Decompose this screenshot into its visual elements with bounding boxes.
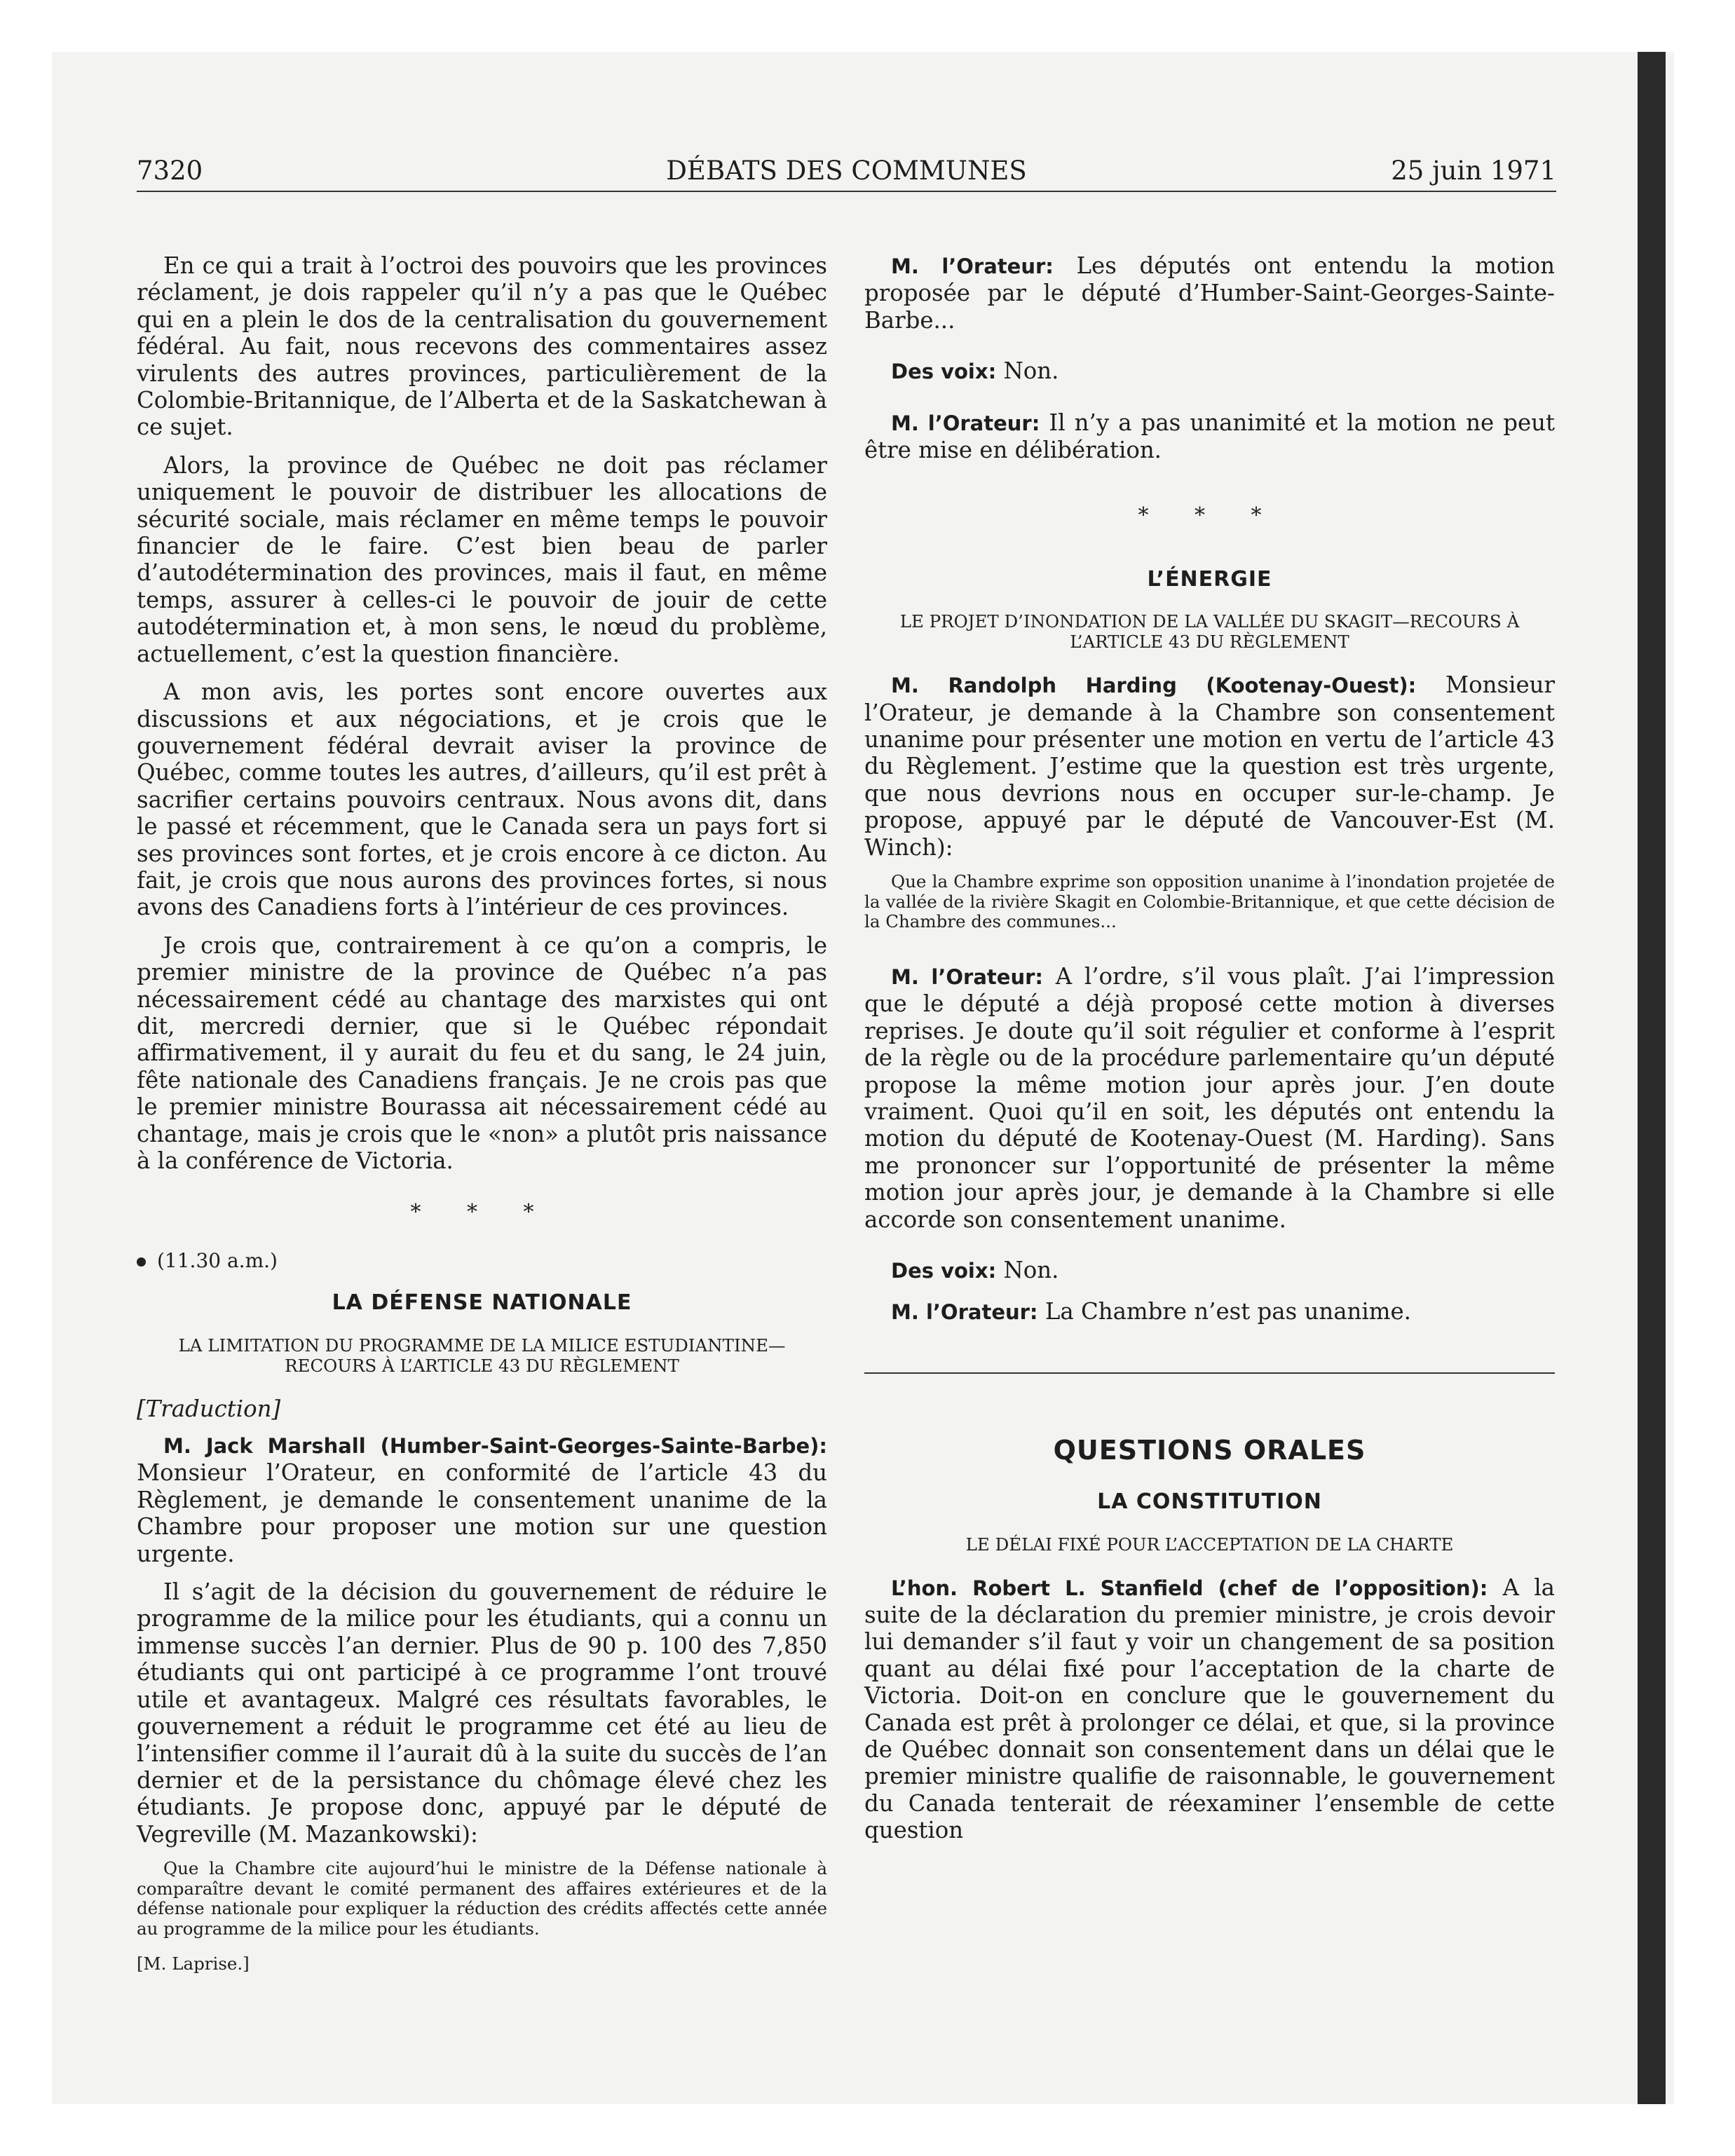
page-number: 7320 (137, 156, 203, 186)
speaker-name: M. l’Orateur: (891, 964, 1043, 989)
speaker-name: M. l’Orateur: (891, 1300, 1038, 1325)
speaker-name: M. l’Orateur: (891, 411, 1040, 435)
left-column (137, 252, 827, 1977)
section-subhead: LA LIMITATION DU PROGRAMME DE LA MILICE ESTUDIANTINE—RECOURS À L’ARTICLE 43 DU RÈGLEMENT (178, 1335, 786, 1376)
paragraph: A mon avis, les portes sont encore ouvertes aux discussions et aux négociations, et je crois que le gouvernement fédéral devrait aviser la province de Québec, comme toutes les autres, d’ailleurs, qu’il est prêt à sacrifier certains pouvoirs centraux. Nous avons dit, dans le passé et récemment, que le Canada sera un pays fort si ses provinces sont fortes, et je crois encore à ce dicton. Au fait, je crois que nous aurons des provinces fortes, si nous avons des Canadiens forts à l’intérieur de ces provinces. (137, 678, 827, 921)
speech-paragraph (864, 252, 1555, 334)
speaker-name: M. Randolph Harding (Kootenay-Ouest): (891, 674, 1417, 698)
scan-edge-bar (1638, 52, 1666, 2104)
page-header (137, 156, 1556, 192)
speech-text: La Chambre n’est pas unanime. (1037, 1298, 1411, 1325)
speaker-name: M. Jack Marshall (Humber-Saint-Georges-Sainte-Barbe): (163, 1434, 827, 1459)
motion-quote: Que la Chambre exprime son opposition unanime à l’inondation projetée de la vallée de la rivière Skagit en Colombie-Britannique, et que cette décision de la Chambre des communes... (864, 871, 1555, 932)
speech-paragraph (864, 409, 1555, 464)
speech-text: Non. (996, 357, 1059, 385)
speech-text: A l’ordre, s’il vous plaît. J’ai l’impression que le député a déjà proposé cette motion à diverses reprises. Je doute qu’il soit régulier et conforme à l’esprit de la règle ou de la procédure parlementaire qu’un député propose la même motion jour après jour. J’en doute vraiment. Quoi qu’il en soit, les députés ont entendu la motion du député de Kootenay-Ouest (M. Harding). Sans me prononcer sur l’opportunité de présenter la même motion jour après jour, je demande à la Chambre si elle accorde son consentement unanime. (864, 962, 1555, 1233)
section-subhead: LE PROJET D’INONDATION DE LA VALLÉE DU SKAGIT—RECOURS À L’ARTICLE 43 DU RÈGLEMENT (899, 611, 1520, 653)
section-separator: * * * (1138, 503, 1281, 528)
speaker-name: L’hon. Robert L. Stanfield (chef de l’opposition): (891, 1576, 1488, 1600)
section-divider (864, 1372, 1555, 1374)
speech-paragraph (864, 671, 1555, 861)
right-column (864, 252, 1555, 1855)
page-date: 25 juin 1971 (1391, 156, 1556, 186)
paragraph: Je crois que, contrairement à ce qu’on a compris, le premier ministre de la province de Québec n’a pas nécessairement cédé au chantage des marxistes qui ont dit, mercredi dernier, que si le Québec répondait affirmativement, il y aurait du feu et du sang, le 24 juin, fête nationale des Canadiens français. Je ne crois pas que le premier ministre Bourassa ait nécessairement cédé au chantage, mais je crois que le «non» a plutôt pris naissance à la conférence de Victoria. (137, 932, 827, 1174)
section-subhead: LE DÉLAI FIXÉ POUR L’ACCEPTATION DE LA CHARTE (965, 1534, 1454, 1555)
speech-paragraph (864, 963, 1555, 1233)
bullet-icon (137, 1257, 146, 1267)
speech-text: Non. (996, 1256, 1059, 1283)
section-title: LA DÉFENSE NATIONALE (332, 1290, 632, 1316)
motion-quote: Que la Chambre cite aujourd’hui le ministre de la Défense nationale à comparaître devant le comité permanent des affaires extérieures et de la défense nationale pour expliquer la réduction des crédits affectés cette année au programme de la milice pour les étudiants. (137, 1858, 827, 1939)
speech-text: Il n’y a pas unanimité et la motion ne peut être mise en délibération. (864, 409, 1555, 464)
speech-text: Les députés ont entendu la motion proposée par le député d’Humber-Saint-Georges-Sainte-Barbe... (864, 252, 1555, 334)
chapter-title: QUESTIONS ORALES (1053, 1434, 1366, 1466)
speech-text: Monsieur l’Orateur, je demande à la Chambre son consentement unanime pour présenter une motion en vertu de l’article 43 du Règlement. J’estime que la question est très urgente, que nous devrions nous en occuper sur-le-champ. Je propose, appuyé par le député de Vancouver-Est (M. Winch): (864, 671, 1555, 861)
time-label: (11.30 a.m.) (157, 1248, 278, 1272)
paragraph: Il s’agit de la décision du gouvernement de réduire le programme de la milice pour les étudiants, qui a connu un immense succès l’an dernier. Plus de 90 p. 100 des 7,850 étudiants qui ont participé à ce programme l’ont trouvé utile et avantageux. Malgré ces résultats favorables, le gouvernement a réduit le programme cet été au lieu de l’intensifier comme il l’aurait dû à la suite du succès de l’an dernier et de la persistance du chômage élevé chez les étudiants. Je propose donc, appuyé par le député de Vegreville (M. Mazankowski): (137, 1578, 827, 1848)
section-title: L’ÉNERGIE (1147, 566, 1272, 592)
translation-note: [Traduction] (137, 1395, 281, 1422)
running-title: DÉBATS DES COMMUNES (666, 156, 1027, 186)
speaker-name: Des voix: (891, 1258, 997, 1283)
section-title: LA CONSTITUTION (1097, 1489, 1322, 1515)
speech-paragraph (864, 357, 1555, 385)
speech-paragraph (864, 1298, 1555, 1325)
paragraph: En ce qui a trait à l’octroi des pouvoirs que les provinces réclament, je dois rappeler qu’il n’y a pas que le Québec qui en a plein le dos de la centralisation du gouvernement fédéral. Au fait, nous recevons des commentaires assez virulents des autres provinces, particulièrement de la Colombie-Britannique, de l’Alberta et de la Saskatchewan à ce sujet. (137, 252, 827, 441)
paragraph: Alors, la province de Québec ne doit pas réclamer uniquement le pouvoir de distribuer les allocations de sécurité sociale, mais réclamer en même temps le pouvoir financier de le faire. C’est bien beau de parler d’autodétermination des provinces, mais il faut, en même temps, assurer à celles-ci le pouvoir de jouir de cette autodétermination et, à mon sens, le nœud du problème, actuellement, c’est la question financière. (137, 451, 827, 667)
section-separator: * * * (410, 1200, 554, 1225)
speech-text: A la suite de la déclaration du premier ministre, je crois devoir lui demander s’il faut y voir un changement de sa position quant au délai fixé pour l’acceptation de la charte de Victoria. Doit-on en conclure que le gouvernement du Canada est prêt à prolonger ce délai, et que, si la province de Québec donnait son consentement dans un délai que le premier ministre qualifie de raisonnable, le gouvernement du Canada tenterait de réexaminer l’ensemble de cette question (864, 1574, 1555, 1844)
speech-text: Monsieur l’Orateur, en conformité de l’article 43 du Règlement, je demande le consentement unanime de la Chambre pour proposer une motion sur une question urgente. (137, 1459, 827, 1567)
speech-paragraph (137, 1432, 827, 1567)
speaker-name: M. l’Orateur: (891, 254, 1054, 278)
timestamp (137, 1248, 827, 1274)
speaker-name: Des voix: (891, 360, 997, 384)
speech-paragraph (864, 1257, 1555, 1284)
signature: [M. Laprise.] (137, 1953, 250, 1974)
speech-paragraph (864, 1574, 1555, 1844)
